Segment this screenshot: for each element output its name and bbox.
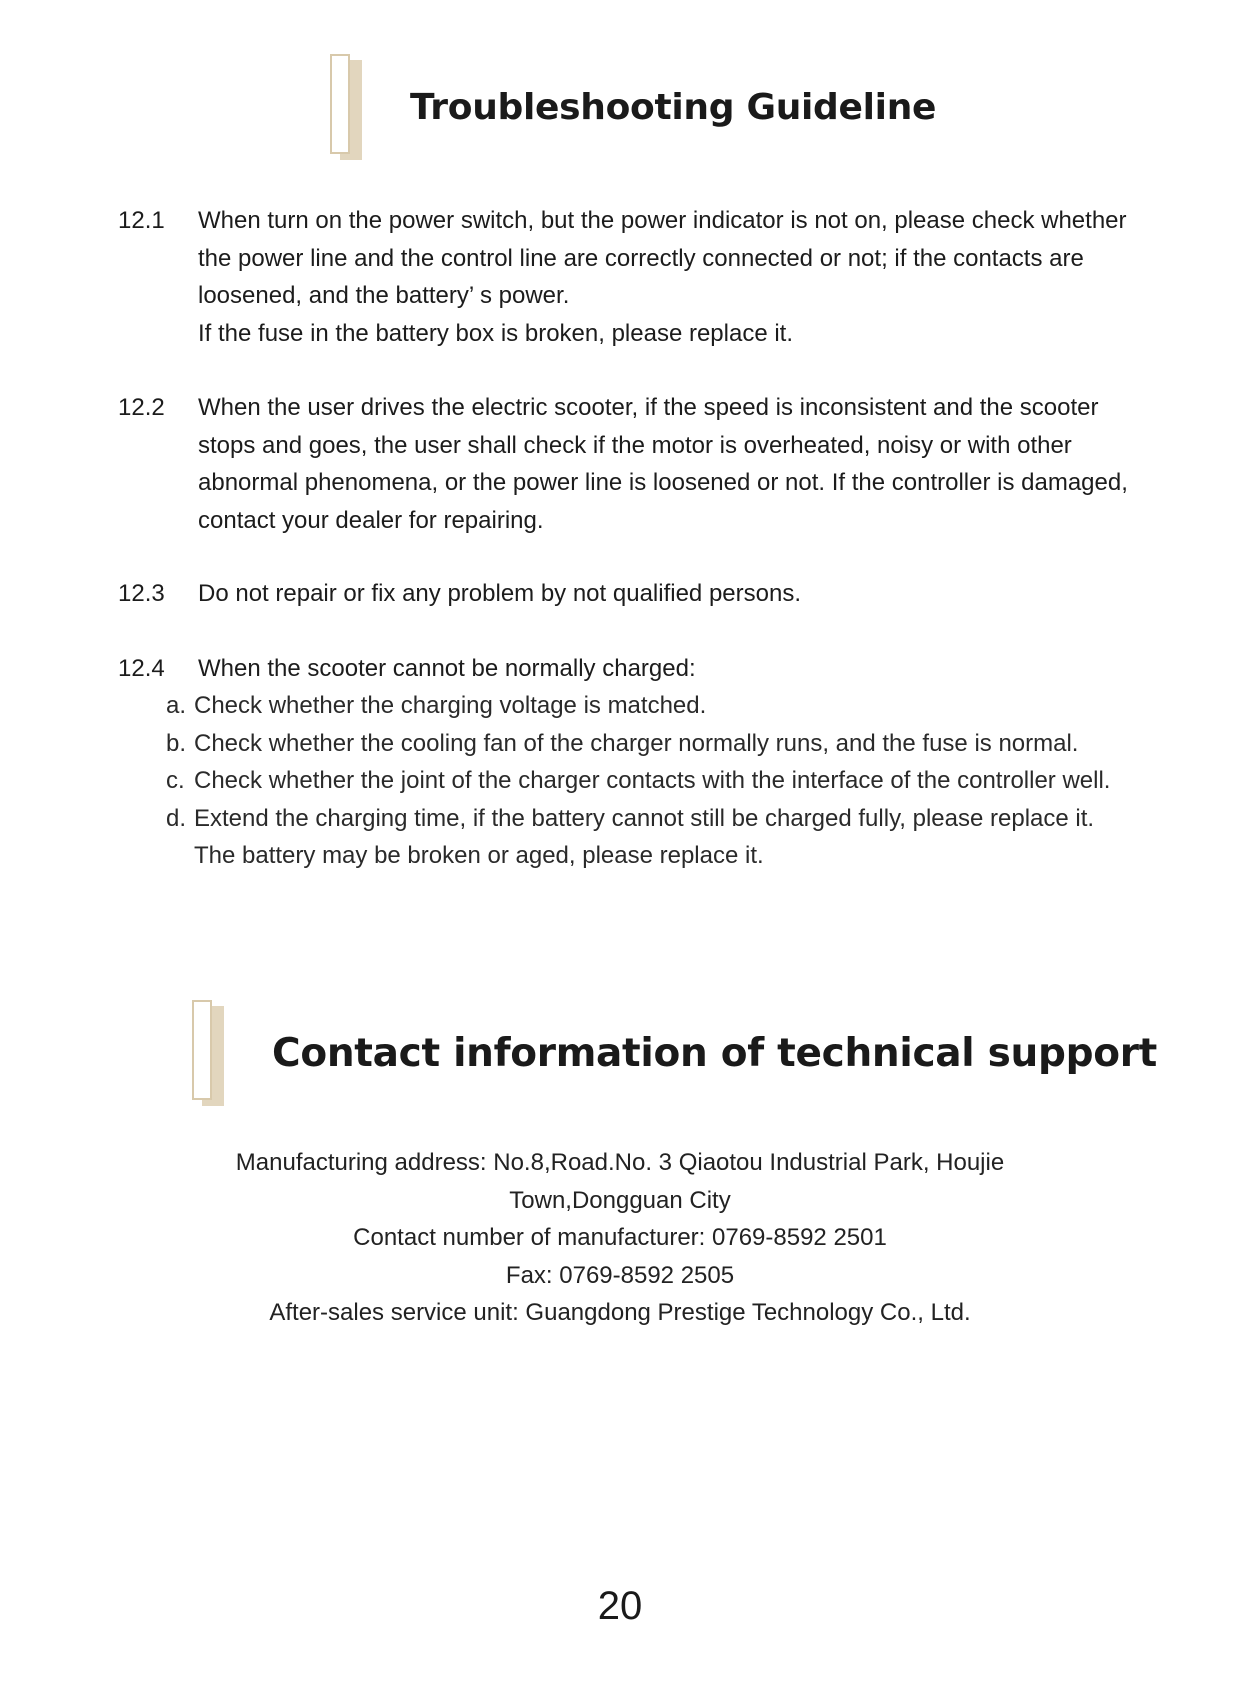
list-text: Check whether the charging voltage is matched.	[194, 692, 707, 719]
contact-heading	[192, 1000, 1157, 1106]
list-item	[166, 687, 1126, 725]
list-letter: a.	[166, 692, 187, 719]
contact-title: Contact information of technical support	[272, 1030, 1158, 1076]
troubleshooting-heading	[330, 54, 936, 160]
list-letter: b.	[166, 729, 187, 757]
troubleshooting-title: Troubleshooting Guideline	[410, 86, 937, 128]
troubleshooting-item-12-4	[118, 650, 1128, 688]
charging-checklist	[166, 687, 1126, 875]
item-text: Do not repair or fix any problem by not qualified persons.	[198, 580, 801, 607]
list-letter: d.	[166, 804, 187, 832]
item-text: If the fuse in the battery box is broken, please replace it.	[198, 319, 794, 347]
item-body	[198, 389, 1128, 539]
item-number: 12.4	[118, 655, 165, 682]
after-sales-line: After-sales service unit: Guangdong Prestige Technology Co., Ltd.	[269, 1299, 971, 1326]
item-body	[198, 202, 1128, 352]
troubleshooting-item-12-3	[118, 575, 1128, 613]
list-text: Check whether the joint of the charger contacts with the interface of the controller well.	[194, 767, 1111, 794]
item-number: 12.2	[118, 394, 165, 421]
phone-line: Contact number of manufacturer: 0769-8592 2501	[353, 1224, 887, 1251]
list-item	[166, 800, 1126, 875]
item-text: When the user drives the electric scooter, if the speed is inconsistent and the scooter stops and goes, the user shall check if the motor is overheated, noisy or with other abnormal phenomena, or the power line is loosened or not. If the controller is damaged, contact your dealer for repairing.	[198, 394, 1128, 534]
list-letter: c.	[166, 767, 185, 794]
list-item	[166, 762, 1126, 800]
item-body	[198, 650, 1128, 688]
item-text: When turn on the power switch, but the power indicator is not on, please check whether the power line and the control line are correctly connected or not; if the contacts are loosened, and the battery’ s power.	[198, 207, 1127, 309]
contact-details	[160, 1144, 1080, 1332]
page-number: 20	[597, 1584, 643, 1628]
item-number: 12.1	[118, 207, 165, 234]
list-text: Check whether the cooling fan of the charger normally runs, and the fuse is normal.	[194, 729, 1079, 757]
address-line: Manufacturing address: No.8,Road.No. 3 Qiaotou Industrial Park, Houjie	[235, 1149, 1005, 1176]
item-text: When the scooter cannot be normally charged:	[198, 655, 696, 682]
fax-line: Fax: 0769-8592 2505	[505, 1261, 735, 1289]
list-item	[166, 725, 1126, 763]
troubleshooting-item-12-2	[118, 389, 1128, 539]
item-number: 12.3	[118, 580, 165, 607]
bookmark-bar-icon	[330, 54, 366, 160]
list-text: Extend the charging time, if the battery cannot still be charged fully, please replace it. The battery may be broken or aged, please replace it.	[194, 804, 1095, 869]
address-line: Town,Dongguan City	[509, 1186, 731, 1214]
item-body	[198, 575, 1128, 613]
bookmark-bar-icon	[192, 1000, 228, 1106]
troubleshooting-item-12-1	[118, 202, 1128, 352]
